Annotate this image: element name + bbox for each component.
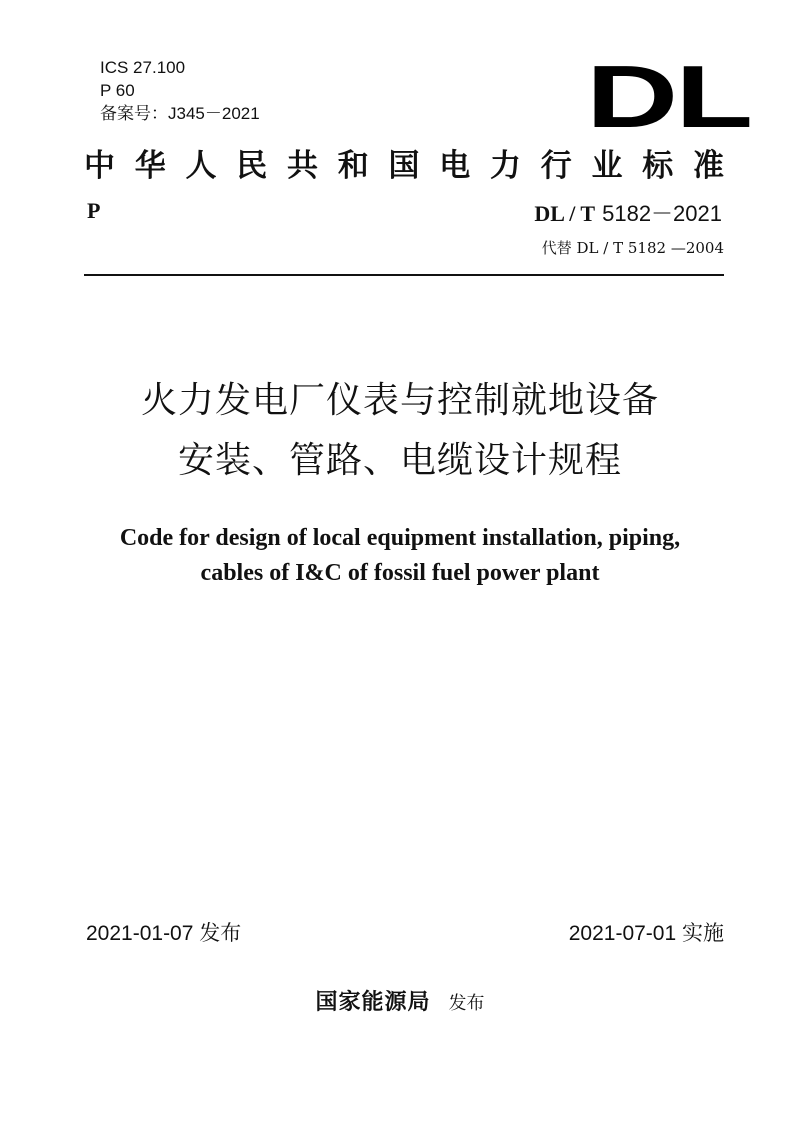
org-char: 和 [337,148,369,184]
org-char: 共 [287,148,318,184]
classification-letter: P [87,198,101,223]
record-number: 备案号：J345－2021 [100,104,260,123]
publication-date: 2021-01-07 发布 [86,922,242,945]
ics-code: ICS 27.100 [100,58,186,77]
title-chinese-line1: 火力发电厂仪表与控制就地设备 [140,380,659,421]
org-char: 民 [236,148,268,184]
org-char: 中 [84,148,115,184]
title-english-line1: Code for design of local equipment installation, piping, [119,525,681,551]
issuing-standard-category [84,146,724,186]
title-chinese-line2: 安装、管路、电缆设计规程 [177,440,622,481]
dl-logo: DL [586,47,751,146]
standard-code: 5182－2021 [602,201,722,226]
document-metadata [100,56,260,125]
publisher [0,985,800,1016]
publisher-name: 国家能源局 [315,989,431,1015]
org-char: 人 [185,148,217,184]
org-char: 力 [490,148,521,184]
replaces-standard: 代替 DL / T 5182 —2004 [541,239,724,257]
title-english-line2: cables of I&C of fossil fuel power plant [200,560,600,586]
org-char: 标 [642,148,674,184]
standard-prefix: DL / T [534,201,596,226]
header-divider [84,274,724,276]
standard-number [534,197,722,228]
class-code: P 60 [100,81,135,100]
org-char: 业 [591,148,623,184]
org-char: 电 [439,148,471,184]
publisher-action: 发布 [448,993,485,1014]
org-char: 华 [134,148,166,184]
org-char: 行 [540,148,572,184]
org-char: 准 [693,148,724,184]
org-char: 国 [388,148,420,184]
implementation-date: 2021-07-01 实施 [568,922,724,945]
